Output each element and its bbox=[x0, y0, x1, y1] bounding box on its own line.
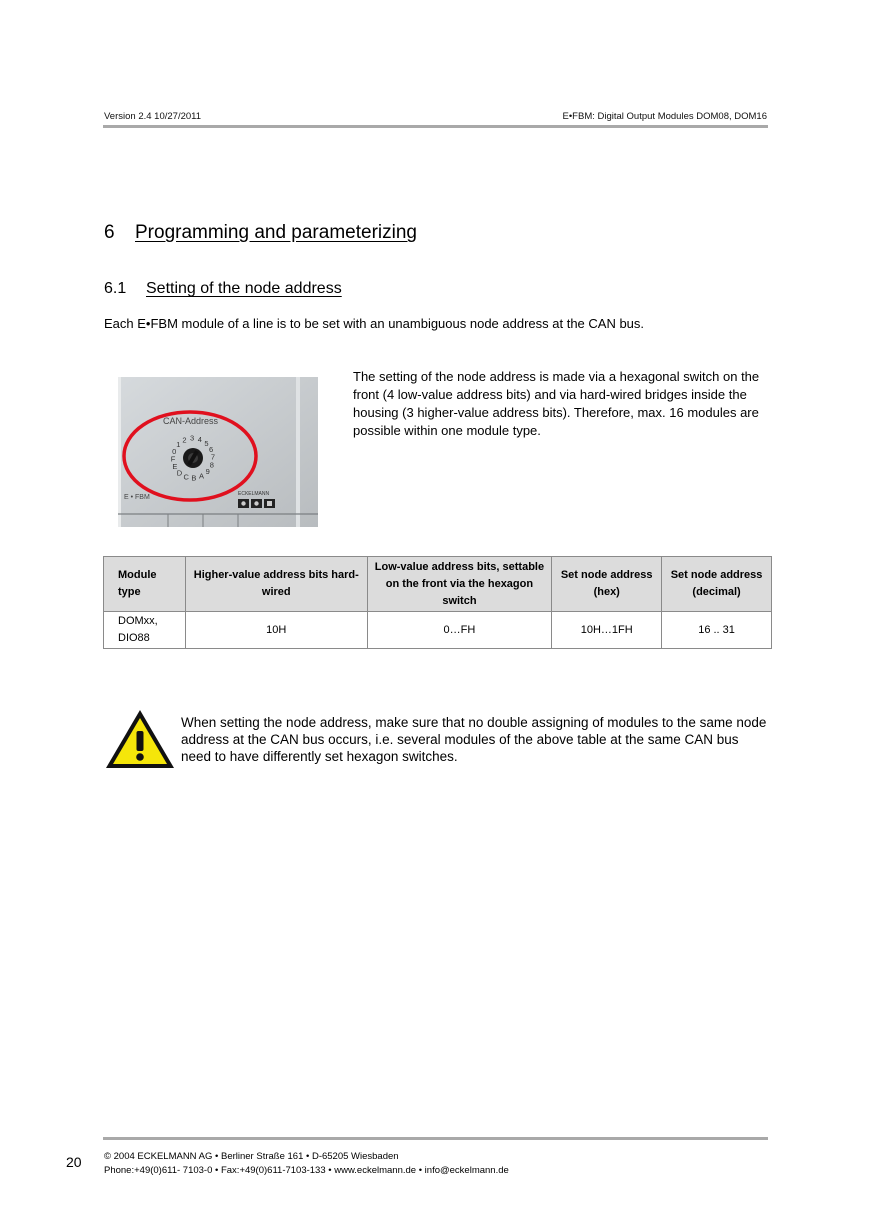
address-table bbox=[103, 556, 772, 649]
cell-node-decimal: 16 .. 31 bbox=[662, 612, 772, 649]
description-paragraph: The setting of the node address is made via a hexagonal switch on the front (4 low-value address bits) and via hard-wired bridges inside the housing (3 higher-value address bits). Therefore, max. 16 modules are possible within one module type. bbox=[353, 369, 760, 438]
col-module-type: Module type bbox=[104, 557, 186, 612]
dial-digit: F bbox=[170, 454, 176, 464]
table-row bbox=[104, 612, 772, 649]
dial-digit: 4 bbox=[197, 434, 202, 444]
dial-digit: A bbox=[198, 471, 205, 481]
dial-digit: 1 bbox=[176, 440, 181, 450]
col-low-bits: Low-value address bits, settable on the front via the hexagon switch bbox=[367, 557, 552, 612]
dial-digit: D bbox=[176, 468, 183, 478]
dial-digit: B bbox=[191, 473, 197, 483]
intro-paragraph: Each E•FBM module of a line is to be set with an unambiguous node address at the CAN bus. bbox=[104, 316, 645, 331]
can-address-label: CAN-Address bbox=[163, 416, 219, 426]
eckelmann-logo bbox=[238, 499, 275, 508]
dial-digit: C bbox=[183, 472, 189, 482]
cell-node-hex: 10H…1FH bbox=[552, 612, 662, 649]
section-heading bbox=[104, 222, 417, 244]
header-rule bbox=[103, 125, 768, 128]
cell-low-bits: 0…FH bbox=[367, 612, 552, 649]
footer-rule bbox=[103, 1137, 768, 1140]
table-header-row bbox=[104, 557, 772, 612]
dial-digit: 9 bbox=[205, 467, 210, 477]
dial-digit: 0 bbox=[172, 446, 177, 456]
dial-digit: 5 bbox=[204, 438, 209, 448]
dial-digit: 3 bbox=[190, 433, 195, 443]
footer-address: © 2004 ECKELMANN AG • Berliner Straße 161 • D-65205 Wiesbaden bbox=[104, 1151, 399, 1162]
col-node-hex: Set node address (hex) bbox=[552, 557, 662, 612]
dial-digit: 8 bbox=[209, 460, 214, 470]
dial-digit: 7 bbox=[210, 452, 216, 462]
dial-digit: 2 bbox=[182, 435, 187, 445]
col-higher-bits: Higher-value address bits hard-wired bbox=[185, 557, 367, 612]
brand-eckelmann: ECKELMANN bbox=[238, 491, 270, 497]
subsection-heading bbox=[104, 280, 342, 298]
footer-contact: Phone:+49(0)611- 7103-0 • Fax:+49(0)611-7103-133 • www.eckelmann.de • info@eckelmann.de bbox=[104, 1165, 509, 1176]
subsection-title: Setting of the node address bbox=[146, 280, 342, 297]
header-version: Version 2.4 10/27/2011 bbox=[104, 111, 202, 122]
subsection-number: 6.1 bbox=[104, 280, 127, 297]
device-photo bbox=[118, 377, 318, 527]
warning-icon bbox=[104, 707, 176, 771]
warning-text: When setting the node address, make sure that no double assigning of modules to the same node address at the CAN bus occurs, i.e. several modules of the above table at the same CAN bus need to have differently set hexagon switches. bbox=[181, 715, 767, 764]
page-number: 20 bbox=[66, 1154, 82, 1170]
cell-higher-bits: 10H bbox=[185, 612, 367, 649]
section-title: Programming and parameterizing bbox=[135, 222, 417, 243]
dial-digit: E bbox=[172, 462, 178, 472]
col-node-decimal: Set node address (decimal) bbox=[662, 557, 772, 612]
cell-module-type: DOMxx, DIO88 bbox=[104, 612, 186, 649]
brand-efbm: E • FBM bbox=[124, 494, 150, 501]
header-title: E•FBM: Digital Output Modules DOM08, DOM16 bbox=[562, 111, 767, 122]
dial-digit: 6 bbox=[209, 445, 214, 455]
section-number: 6 bbox=[104, 222, 115, 243]
